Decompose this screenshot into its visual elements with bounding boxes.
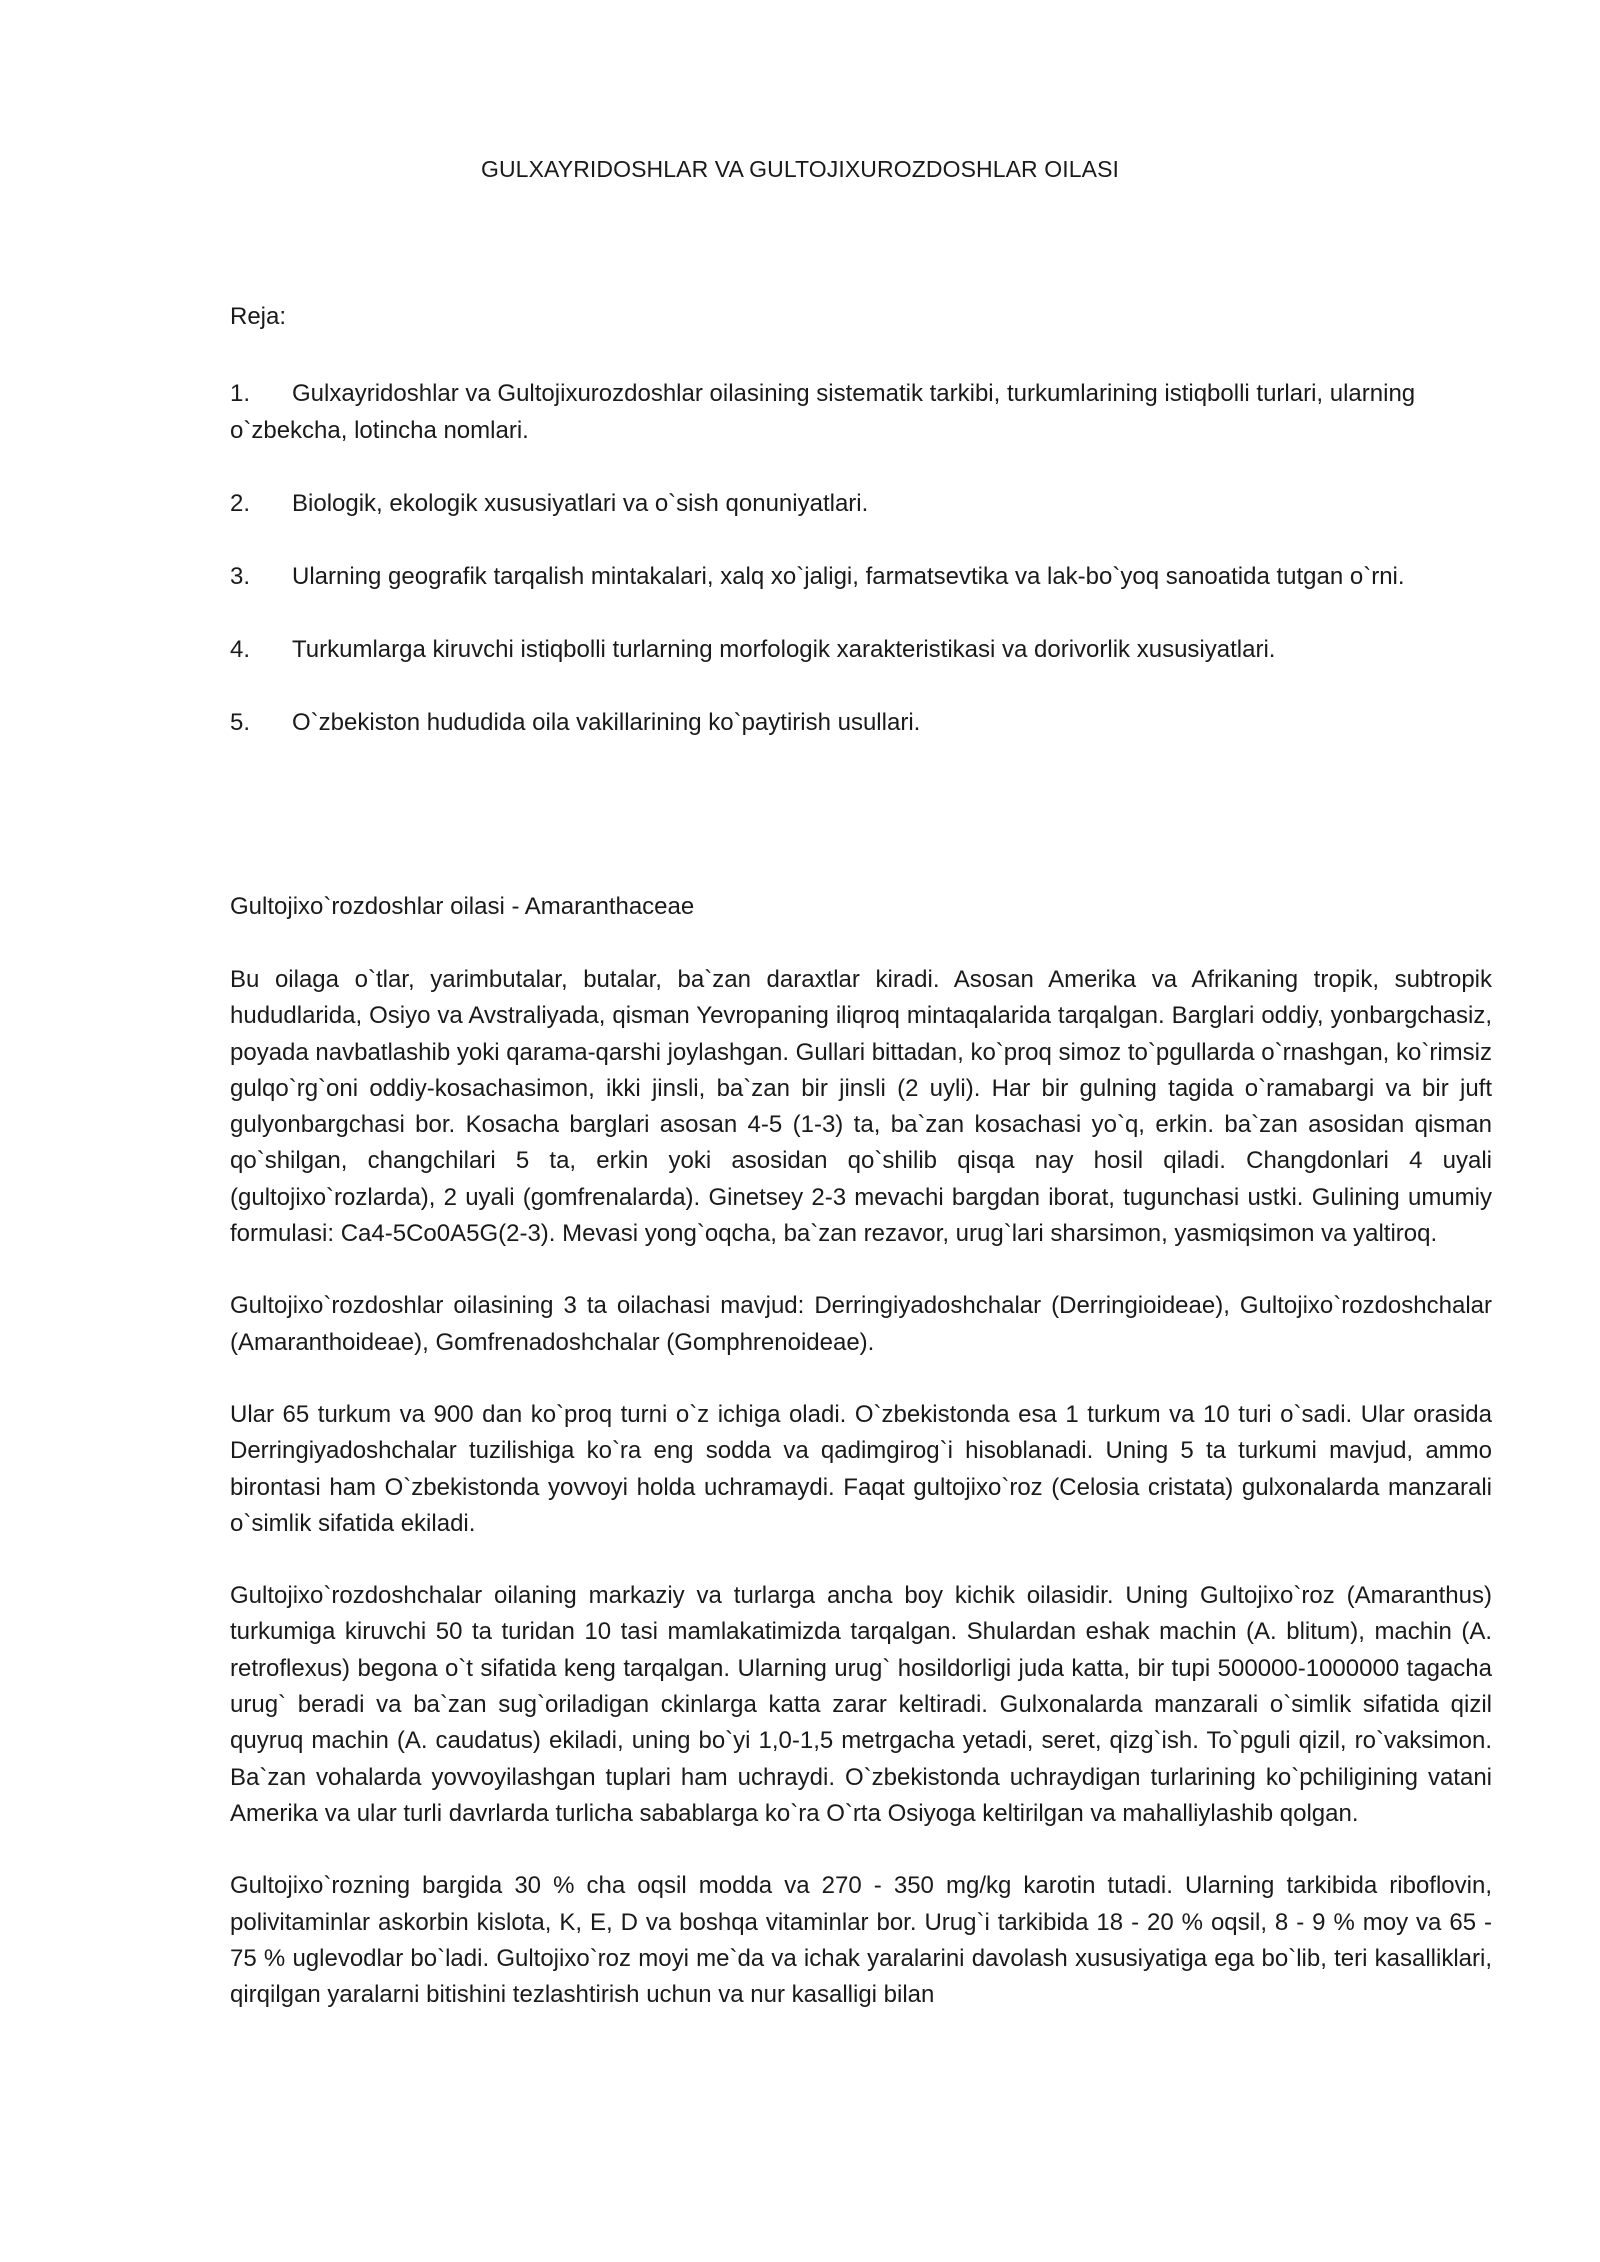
plan-item-number: 3. [230, 563, 251, 590]
plan-item-text: Ularning geografik tarqalish mintakalari, xalq xo`jaligi, farmatsevtika va lak-bo`yoq sanoatida tutgan o`rni. [292, 563, 1405, 590]
plan-item-number: 5. [230, 709, 251, 736]
plan-item-text: Gulxayridoshlar va Gultojixurozdoshlar oilasining sistematik tarkibi, turkumlarining istiqbolli turlari, ularning o`zbekcha, lotincha nomlari. [230, 380, 1416, 444]
plan-item-number: 2. [230, 490, 251, 517]
paragraph: Gultojixo`rozdoshlar oilasining 3 ta oilachasi mavjud: Derringiyadoshchalar (Derringioideae), Gultojixo`rozdoshchalar (Amaranthoideae), Gomfrenadoshchalar (Gomphrenoideae). [230, 1292, 1492, 1356]
plan-item-number: 1. [230, 380, 251, 407]
plan-item [230, 631, 1492, 668]
paragraph: Bu oilaga o`tlar, yarimbutalar, butalar, ba`zan daraxtlar kiradi. Asosan Amerika va Afrikaning tropik, subtropik hududlarida, Osiyo va Avstraliyada, qisman Yevropaning iliqroq mintaqalarida tarqalgan. Barglari oddiy, yonbargchasiz, poyada navbatlashib yoki qarama-qarshi joylashgan. Gullari bittadan, ko`proq simoz to`pgullarda o`rnashgan, ko`rimsiz gulqo`rg`oni oddiy-kosachasimon, ikki jinsli, ba`zan bir jinsli (2 uyli). Har bir gulning tagida o`ramabargi va bir juft gulyonbargchasi bor. Kosacha barglari asosan 4-5 (1-3) ta, ba`zan kosachasi yo`q, erkin. ba`zan asosidan qisman qo`shilgan, changchilari 5 ta, erkin yoki asosidan qo`shilib qisqa nay hosil qiladi. Changdonlari 4 uyali (gultojixo`rozlarda), 2 uyali (gomfrenalarda). Ginetsey 2-3 mevachi bargdan iborat, tugunchasi ustki. Gulining umumiy formulasi: Ca4-5Co0A5G(2-3). Mevasi yong`oqcha, ba`zan rezavor, urug`lari sharsimon, yasmiqsimon va yaltiroq. [230, 966, 1492, 1248]
paragraph: Gultojixo`rozning bargida 30 % cha oqsil modda va 270 - 350 mg/kg karotin tutadi. Ularning tarkibida riboflovin, polivitaminlar askorbin kislota, K, E, D va boshqa vitaminlar bor. Urug`i tarkibida 18 - 20 % oqsil, 8 - 9 % moy va 65 - 75 % uglevodlar bo`ladi. Gultojixo`roz moyi me`da va ichak yaralarini davolash xususiyatiga ega bo`lib, teri kasalliklari, qirqilgan yaralarni bitishini tezlashtirish uchun va nur kasalligi bilan [230, 1872, 1492, 2009]
plan-item [230, 558, 1492, 595]
plan-item [230, 704, 1492, 741]
plan-label: Reja: [230, 303, 287, 330]
plan-item-text: Biologik, ekologik xususiyatlari va o`sish qonuniyatlari. [292, 490, 869, 517]
plan-item-text: Turkumlarga kiruvchi istiqbolli turlarning morfologik xarakteristikasi va dorivorlik xususiyatlari. [292, 636, 1276, 663]
paragraph: Ular 65 turkum va 900 dan ko`proq turni o`z ichiga oladi. O`zbekistonda esa 1 turkum va 10 turi o`sadi. Ular orasida Derringiyadoshchalar tuzilishiga ko`ra eng sodda va qadimgirog`i hisoblanadi. Uning 5 ta turkumi mavjud, ammo birontasi ham O`zbekistonda yovvoyi holda uchramaydi. Faqat gultojixo`roz (Celosia cristata) gulxonalarda manzarali o`simlik sifatida ekiladi. [230, 1400, 1492, 1537]
plan-item-number: 4. [230, 636, 251, 663]
plan-list [230, 375, 1492, 777]
paragraph: Gultojixo`rozdoshchalar oilaning markaziy va turlarga ancha boy kichik oilasidir. Uning Gultojixo`roz (Amaranthus) turkumiga kiruvchi 50 ta turidan 10 tasi mamlakatimizda tarqalgan. Shulardan eshak machin (A. blitum), machin (A. retroflexus) begona o`t sifatida keng tarqalgan. Ularning urug` hosildorligi juda katta, bir tupi 500000-1000000 tagacha urug` beradi va ba`zan sug`oriladigan ckinlarga katta zarar keltiradi. Gulxonalarda manzarali o`simlik sifatida qizil quyruq machin (A. caudatus) ekiladi, uning bo`yi 1,0-1,5 metrgacha yetadi, seret, qizg`ish. To`pguli qizil, ro`vaksimon. Ba`zan vohalarda yovvoyilashgan tuplari ham uchraydi. O`zbekistonda uchraydigan turlarining ko`pchiligining vatani Amerika va ular turli davrlarda turlicha sabablarga ko`ra O`rta Osiyoga keltirilgan va mahalliylashib qolgan. [230, 1582, 1492, 1827]
plan-item [230, 485, 1492, 522]
body-text [230, 962, 1492, 2049]
plan-item-text: O`zbekiston hududida oila vakillarining ko`paytirish usullari. [292, 709, 921, 736]
plan-item [230, 375, 1492, 449]
section-title: Gultojixo`rozdoshlar oilasi - Amaranthaceae [230, 893, 695, 920]
document-title: GULXAYRIDOSHLAR VA GULTOJIXUROZDOSHLAR OILASI [480, 156, 1119, 182]
